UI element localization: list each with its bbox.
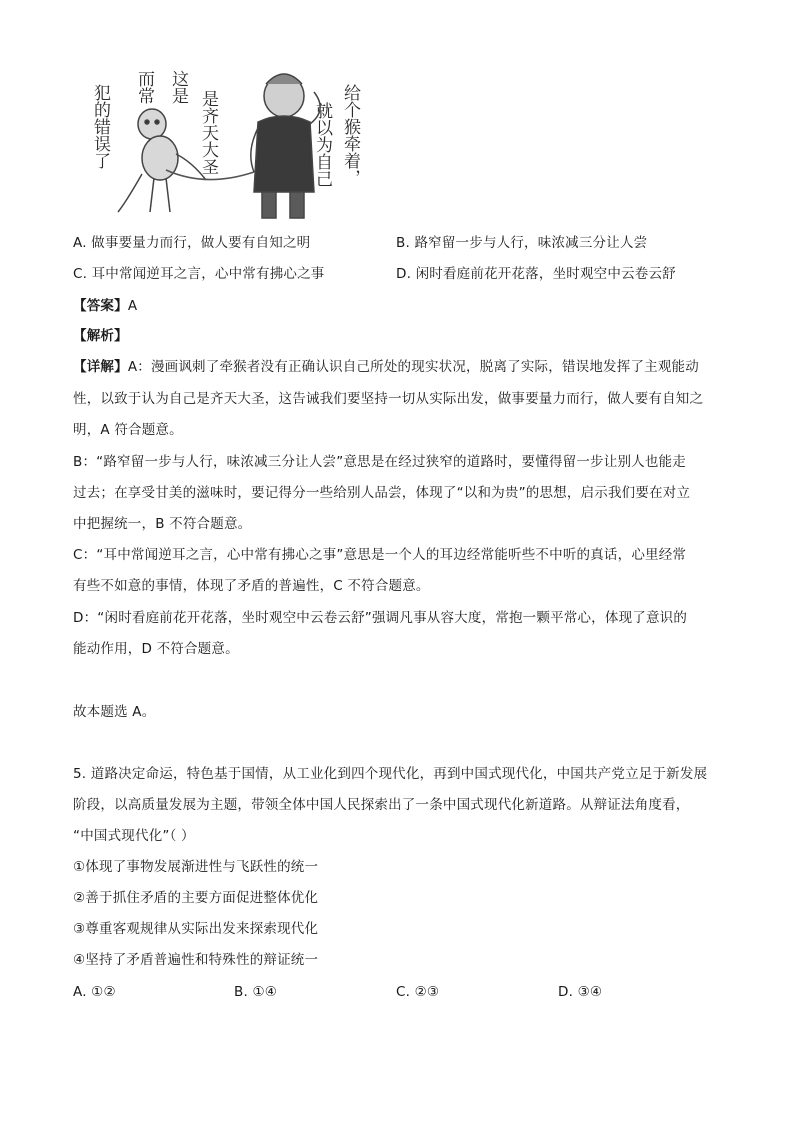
answer-tag: 【答案】	[73, 298, 128, 314]
q5-statement-2: ②善于抓住矛盾的主要方面促进整体优化	[73, 890, 319, 906]
answer-line	[73, 296, 137, 316]
detail-b-line-2: 过去；在享受甘美的滋味时，要记得分一些给别人品尝，体现了“以和为贵”的思想，启示我们要在对立	[73, 485, 691, 501]
answer-value: A	[127, 298, 138, 314]
cartoon-caption-right-1: 给个猴牵着，	[340, 84, 360, 186]
option-c: C. 耳中常闻逆耳之言，心中常有拂心之事	[73, 266, 325, 282]
detail-d-line-2: 能动作用，D 不符合题意。	[73, 641, 239, 657]
detail-a-line-2: 性，以致于认为自己是齐天大圣，这告诫我们要坚持一切从实际出发，做事要量力而行，做人要有自知之	[73, 391, 704, 407]
detail-c-line-1: C：“耳中常闻逆耳之言，心中常有拂心之事”意思是一个人的耳边经常能听些不中听的真话，心里经常	[73, 547, 687, 563]
conclusion: 故本题选 A。	[73, 704, 156, 720]
cartoon-caption-right-2: 就以为自己	[312, 102, 332, 187]
man-figure	[251, 74, 320, 218]
option-b: B. 路窄留一步与人行，味浓减三分让人尝	[396, 235, 648, 251]
detail-b-line-3: 中把握统一，B 不符合题意。	[73, 516, 252, 532]
detail-a-line-3: 明，A 符合题意。	[73, 422, 183, 438]
cartoon-caption-left-3: 这是	[168, 70, 188, 104]
option-a: A. 做事要量力而行，做人要有自知之明	[73, 235, 311, 251]
detail-d-line-1: D：“闲时看庭前花开花落，坐时观空中云卷云舒”强调凡事从容大度，常抱一颗平常心，体现了意识的	[73, 610, 688, 626]
q5-option-c: C. ②③	[396, 984, 440, 1000]
q5-statement-3: ③尊重客观规律从实际出发来探索现代化	[73, 921, 319, 937]
q5-statement-1: ①体现了事物发展渐进性与飞跃性的统一	[73, 859, 319, 875]
analysis-label: 【解析】	[73, 328, 128, 344]
cartoon-illustration	[90, 62, 366, 222]
q5-option-b: B. ①④	[234, 984, 278, 1000]
cartoon-caption-left-1: 犯的错误了	[90, 84, 110, 169]
monkey-figure	[118, 109, 206, 212]
detail-tag: 【详解】	[73, 359, 128, 375]
detail-b-line-1: B：“路窄留一步与人行，味浓减三分让人尝”意思是在经过狭窄的道路时，要懂得留一步让别人也能走	[73, 454, 686, 470]
detail-c-line-2: 有些不如意的事情，体现了矛盾的普遍性，C 不符合题意。	[73, 578, 430, 594]
q5-stem-line-3: “中国式现代化”（ ）	[73, 828, 195, 844]
detail-a-text-1: A：漫画讽刺了牵猴者没有正确认识自己所处的现实状况，脱离了实际，错误地发挥了主观能动	[127, 359, 699, 375]
cartoon-caption-left-4: 是齐天大圣	[198, 90, 218, 175]
q5-stem-line-1: 5. 道路决定命运，特色基于国情，从工业化到四个现代化，再到中国式现代化，中国共产党立足于新发展	[73, 766, 708, 782]
q5-option-d: D. ③④	[558, 984, 603, 1000]
analysis-tag	[73, 326, 128, 346]
q5-option-a: A. ①②	[73, 984, 116, 1000]
q5-stem-line-2: 阶段，以高质量发展为主题，带领全体中国人民探索出了一条中国式现代化新道路。从辩证法角度看，	[73, 797, 690, 813]
option-d: D. 闲时看庭前花开花落，坐时观空中云卷云舒	[396, 266, 676, 282]
cartoon-caption-left-2: 而常	[134, 70, 154, 104]
detail-a-line-1	[73, 357, 699, 377]
q5-statement-4: ④坚持了矛盾普遍性和特殊性的辩证统一	[73, 952, 319, 968]
